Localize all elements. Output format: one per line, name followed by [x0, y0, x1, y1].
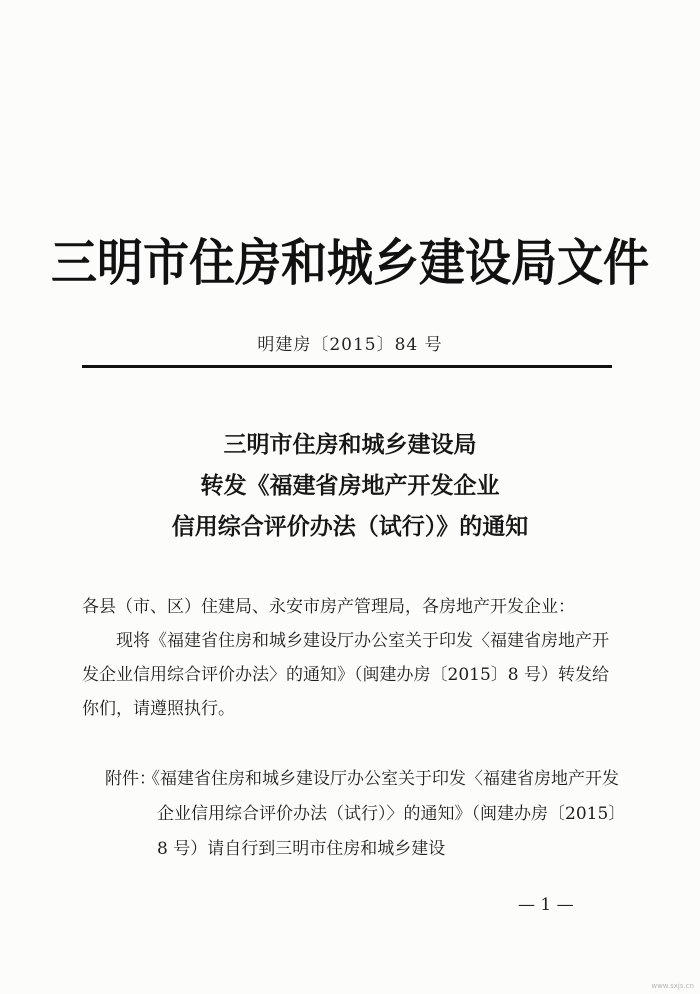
- watermark: www.sxjs.cn: [651, 982, 694, 990]
- header-divider: [82, 365, 612, 368]
- document-header-title: 三明市住房和城乡建设局文件: [51, 234, 649, 292]
- notice-title: [0, 425, 700, 548]
- salutation: 各县（市、区）住建局、永安市房产管理局，各房地产开发企业：: [82, 597, 575, 617]
- attachment-label: 附件：: [105, 769, 156, 789]
- document-number: 明建房〔2015〕84 号: [257, 335, 443, 355]
- notice-title-line-2: 转发《福建省房地产开发企业: [200, 473, 500, 499]
- body-paragraph: 现将《福建省住房和城乡建设厅办公室关于印发〈福建省房地产开发企业信用综合评价办法〉的通知》（闽建办房〔2015〕8 号）转发给你们，请遵照执行。: [82, 631, 609, 719]
- attachment-block: [105, 762, 625, 867]
- page-number-text: — 1 —: [518, 895, 574, 915]
- attachment-text: 《福建省住房和城乡建设厅办公室关于印发〈福建省房地产开发企业信用综合评价办法（试行）〉的通知》（闽建办房〔2015〕8 号）请自行到三明市住房和城乡建设: [143, 769, 619, 859]
- notice-title-line-3: 信用综合评价办法（试行）》的通知: [171, 514, 529, 540]
- notice-title-line-1: 三明市住房和城乡建设局: [223, 432, 477, 458]
